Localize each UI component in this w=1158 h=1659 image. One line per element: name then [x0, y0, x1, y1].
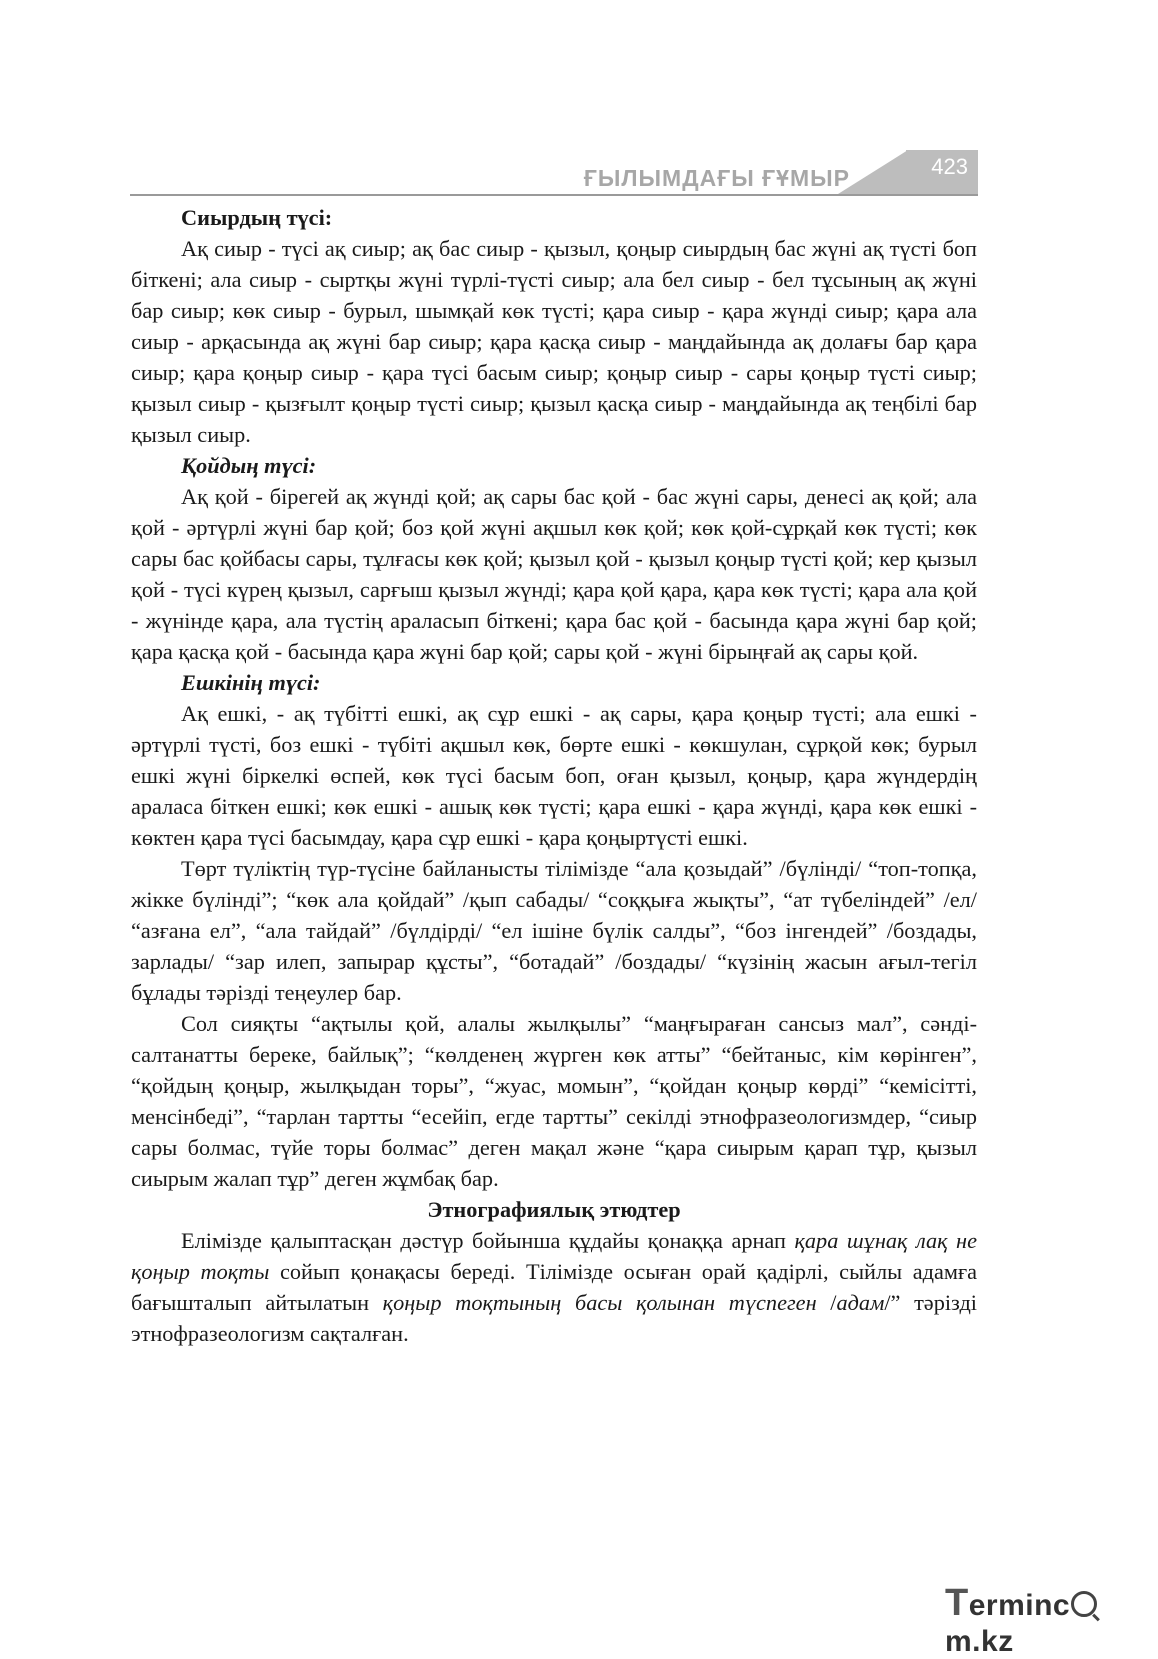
text-run: Елімізде қалыптасқан дәстүр бойынша құдайы қонаққа арнап — [181, 1228, 795, 1253]
magnifier-icon — [1071, 1591, 1097, 1617]
watermark-text: c — [1052, 1589, 1071, 1622]
text-run: /” тәрізді этнофразеологизм сақталған. — [131, 1290, 977, 1346]
section-heading-ethnography: Этнографиялық этюдтер — [427, 1197, 681, 1222]
paragraph-ethnography — [131, 1225, 977, 1349]
italic-run: қоңыр тоқтының басы қолынан түспеген — [382, 1290, 817, 1315]
section-heading-cattle: Сиырдың түсі: — [181, 205, 333, 230]
paragraph-phraseologisms: Сол сияқты “ақтылы қой, алалы жылқылы” “маңғыраған сансыз мал”, сәнді-салтанатты береке, байлық”; “көлденең жүрген көк атты” “бейтаныс, кім көрінген”, “қойдың қоңыр, жылқыдан торы”, “жуас, момын”, “қойдан қоңыр көрді” “кемісітті, менсінбеді”, “тарлан тартты “есейіп, егде тартты” секілді этнофразеологизмдер, “сиыр сары болмас, түйе торы болмас” деген мақал және “қара сиырым қарап тұр, қызыл сиырым жалап тұр” деген жұмбақ бар. — [131, 1011, 977, 1191]
paragraph-goat-colors: Ақ ешкі, - ақ түбітті ешкі, ақ сұр ешкі - ақ сары, қара қоңыр түсті; ала ешкі - әртүрлі түсті, боз ешкі - түбіті ақшыл көк, бөрте ешкі - көкшулан, сұрқой көк; бурыл ешкі жүні біркелкі өспей, көк түсі басым боп, оған қызыл, қоңыр, қара жүндердің араласа біткен ешкі; көк ешкі - ашық көк түсті; қара ешкі - қара жүнді, қара көк ешкі - көктен қара түсі басымдау, қара сұр ешкі - қара қоңыртүсті ешкі. — [131, 701, 977, 850]
watermark-text: m.kz — [945, 1625, 1014, 1658]
italic-run: қара шұнақ лақ не қоңыр тоқты — [131, 1228, 978, 1284]
page-number-box — [906, 150, 978, 194]
text-run: / — [816, 1290, 837, 1315]
section-heading-goat: Ешкінің түсі: — [181, 670, 321, 695]
section-heading-sheep: Қойдың түсі: — [181, 453, 317, 478]
paragraph-similes: Төрт түліктің түр-түсіне байланысты тілімізде “ала қозыдай” /бүлінді/ “топ-топқа, жікке бүлінді”; “көк ала қойдай” /қып сабады/ “соққыға жықты”, “ат түбеліндей” /ел/ “азғана ел”, “ала тайдай” /бүлдірді/ “ел ішіне бүлік салды”, “боз інгендей” /боздады, зарлады/ “зар илеп, запырар құсты”, “ботадай” /боздады/ “күзінің жасын ағыл-тегіл бұлады тәрізді теңеулер бар. — [131, 856, 977, 1005]
page-number: 423 — [931, 154, 968, 179]
watermark-logo — [945, 1582, 1158, 1659]
page-body — [131, 202, 977, 1349]
running-title: ҒЫЛЫМДАҒЫ ҒҰМЫР — [583, 165, 850, 191]
text-run: сойып қонақасы береді. Тілімізде осыған орай қадірлі, сыйлы адамға бағышталып айтылатын — [131, 1259, 977, 1315]
paragraph-cattle-colors: Ақ сиыр - түсі ақ сиыр; ақ бас сиыр - қызыл, қоңыр сиырдың бас жүні ақ түсті боп біткені; ала сиыр - сыртқы жүні түрлі-түсті сиыр; ала бел сиыр - бел тұсының ақ жүні бар сиыр; көк сиыр - бурыл, шымқай көк түсті; қара сиыр - қара жүнді сиыр; қара ала сиыр - арқасында ақ жүні бар сиыр; қара қасқа сиыр - маңдайында ақ долағы бар қара сиыр; қара қоңыр сиыр - қара түсі басым сиыр; қоңыр сиыр - сары қоңыр түсті сиыр; қызыл сиыр - қызғылт қоңыр түсті сиыр; қызыл қасқа сиыр - маңдайында ақ теңбілі бар қызыл сиыр. — [131, 236, 977, 447]
paragraph-sheep-colors: Ақ қой - бірегей ақ жүнді қой; ақ сары бас қой - бас жүні сары, денесі ақ қой; ала қой - әртүрлі жүні бар қой; боз қой жүні ақшыл көк қой; көк қой-сұрқай көк түсті; көк сары бас қойбасы сары, тұлғасы көк қой; қызыл қой - қызыл қоңыр түсті қой; кер қызыл қой - түсі күрең қызыл, сарғыш қызыл жүнді; қара қой қара, қара көк түсті; қара ала қой - жүнінде қара, ала түстің араласып біткені; қара бас қой - басында қара жүні бар қой; қара қасқа қой - басында қара жүні бар қой; сары қой - жүні бірыңғай ақ сары қой. — [131, 484, 977, 664]
italic-run: адам — [836, 1290, 885, 1315]
watermark-letter: T — [945, 1582, 969, 1624]
watermark-text: ermin — [968, 1589, 1053, 1622]
header-rule — [130, 194, 978, 196]
running-header — [130, 148, 978, 196]
